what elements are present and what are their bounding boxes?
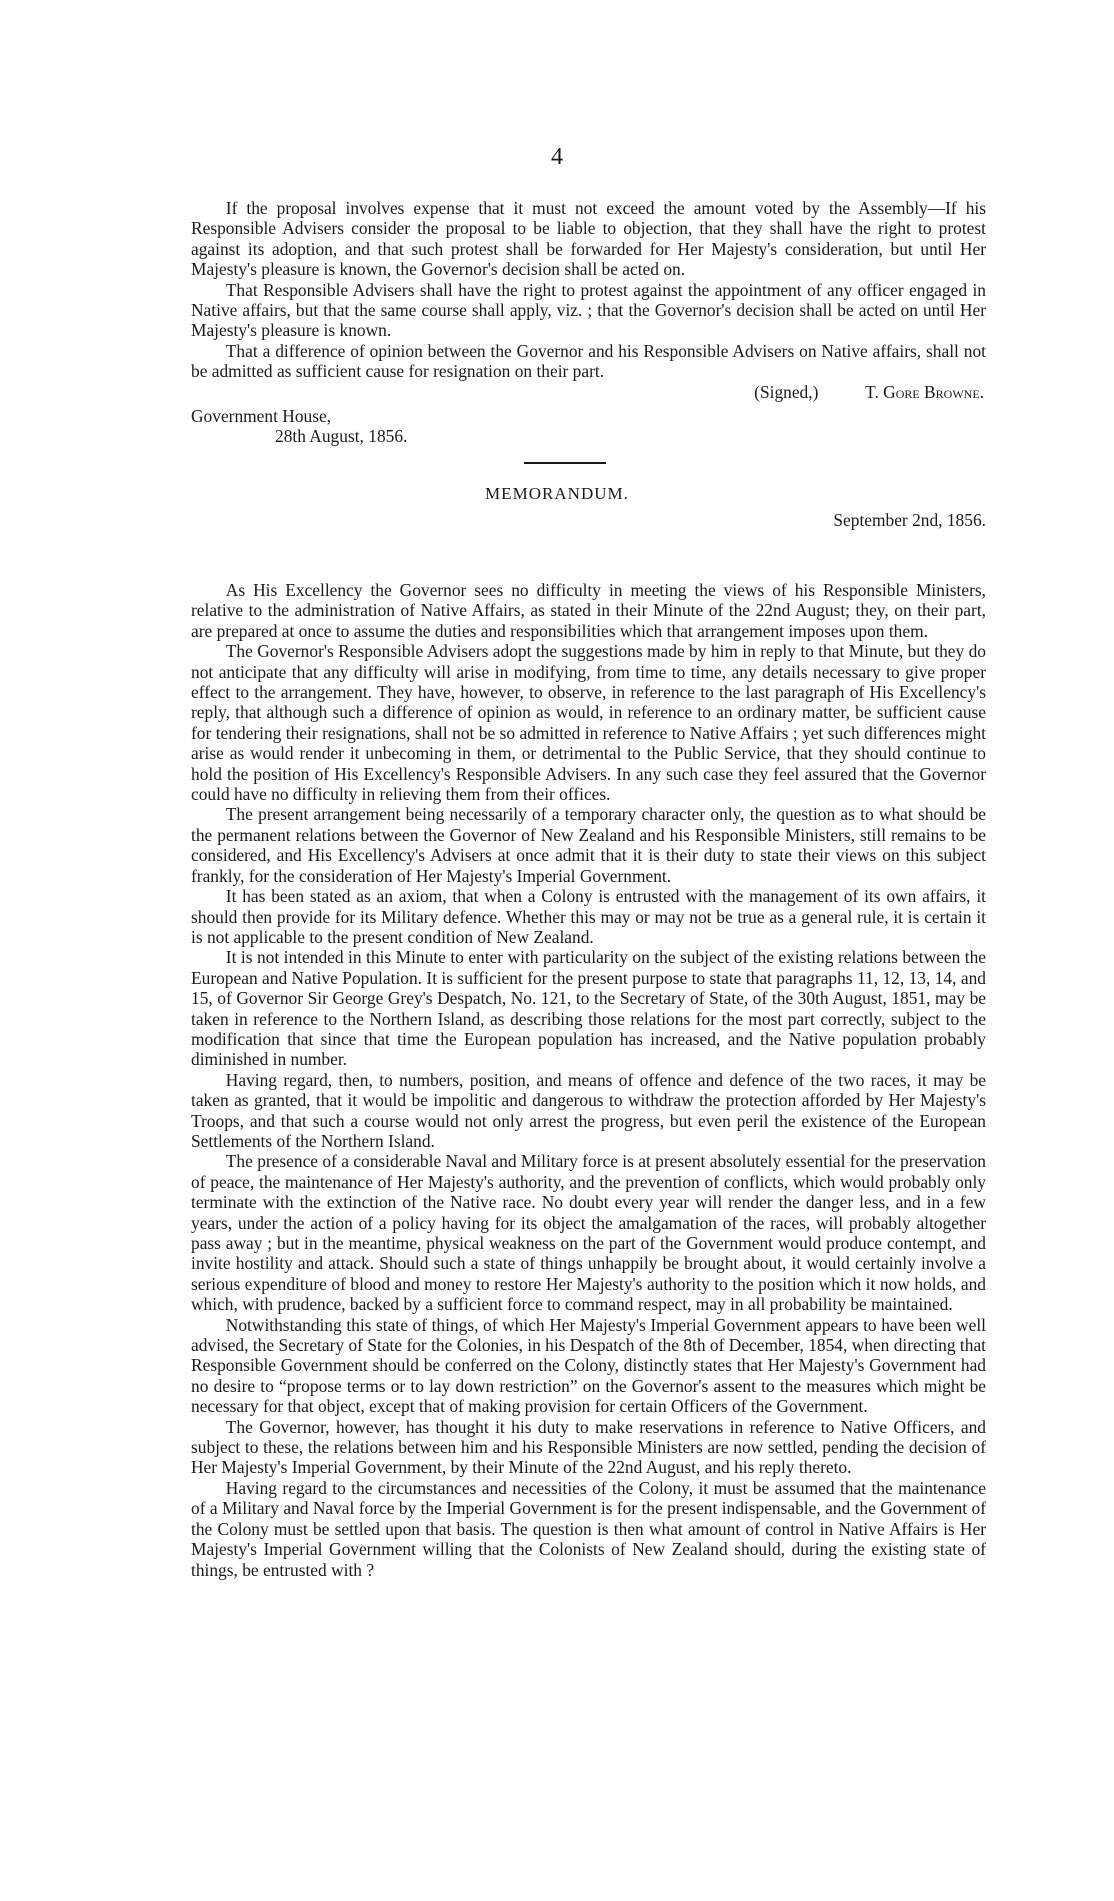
address-line: Government House,: [191, 406, 332, 427]
section-divider: [524, 462, 606, 464]
memo-paragraph-1: As His Excellency the Governor sees no difficulty in meeting the views of his Responsible Ministers, relative to the administration of Native Affairs, as stated in their Minute of the 22nd August; they, on their part, are prepared at once to assume the duties and responsibilities which that arrangement imposes upon them.: [191, 580, 986, 641]
resolutions-section: [191, 198, 986, 447]
paragraph-expense-proposal: If the proposal involves expense that it must not exceed the amount voted by the Assembly—If his Responsible Advisers consider the proposal to be liable to objection, that they shall have the right to protest against its adoption, and that such protest shall be forwarded for Her Majesty's consideration, but until Her Majesty's pleasure is known, the Governor's decision shall be acted on.: [191, 198, 986, 280]
memorandum-title: MEMORANDUM.: [485, 484, 629, 503]
signature-line: [191, 382, 986, 402]
paragraph-officer-appointment: That Responsible Advisers shall have the right to protest against the appointment of any officer engaged in Native affairs, but that the same course shall apply, viz. ; that the Governor's decision shall be acted on until Her Majesty's pleasure is known.: [191, 279, 986, 341]
memorandum-body: [191, 580, 986, 1580]
signed-label: (Signed,): [754, 381, 819, 402]
memo-paragraph-2: The Governor's Responsible Advisers adopt the suggestions made by him in reply to that Minute, but they do not anticipate that any difficulty will arise in modifying, from time to time, any details necessary to give proper effect to the arrangement. They have, however, to observe, in reference to the last paragraph of His Excellency's reply, that although such a difference of opinion as would, in reference to an ordinary matter, be sufficient cause for tendering their resignations, shall not be so admitted in reference to Native Affairs ; yet such differences might arise as would render it unbecoming in them, or detrimental to the Public Service, that they should continue to hold the position of His Excellency's Responsible Advisers. In any such case they feel assured that the Governor could have no difficulty in relieving them from their offices.: [191, 641, 986, 805]
memo-paragraph-4: It has been stated as an axiom, that when a Colony is entrusted with the management of its own affairs, it should then provide for its Military defence. Whether this may or may not be true as a general rule, it is certain it is not applicable to the present condition of New Zealand.: [191, 886, 986, 947]
memo-paragraph-9: The Governor, however, has thought it his duty to make reservations in reference to Native Officers, and subject to these, the relations between him and his Responsible Ministers are now settled, pending the decision of Her Majesty's Imperial Government, by their Minute of the 22nd August, and his reply thereto.: [191, 1416, 986, 1478]
address-date: 28th August, 1856.: [275, 426, 408, 447]
paragraph-difference-of-opinion: That a difference of opinion between the Governor and his Responsible Advisers on Native affairs, shall not be admitted as sufficient cause for resignation on their part.: [191, 340, 986, 382]
memo-paragraph-7: The presence of a considerable Naval and Military force is at present absolutely essential for the preservation of peace, the maintenance of Her Majesty's authority, and the prevention of conflicts, which would probably only terminate with the extinction of the Native race. No doubt every year will render the danger less, and in a few years, under the action of a policy having for its object the amalgamation of the races, will probably altogether pass away ; but in the meantime, physical weakness on the part of the Government would produce contempt, and invite hostility and attack. Should such a state of things unhappily be brought about, it would certainly involve a serious expenditure of blood and money to restore Her Majesty's authority to the position which it now holds, and which, with prudence, backed by a sufficient force to command respect, may in all probability be maintained.: [191, 1151, 986, 1315]
memo-paragraph-8: Notwithstanding this state of things, of which Her Majesty's Imperial Government appears to have been well advised, the Secretary of State for the Colonies, in his Despatch of the 8th of December, 1854, when directing that Responsible Government should be conferred on the Colony, distinctly states that Her Majesty's Government had no desire to “propose terms or to lay down restriction” on the Governor's assent to the measures which might be necessary for that object, except that of making provision for certain Officers of the Government.: [191, 1314, 986, 1417]
memo-paragraph-6: Having regard, then, to numbers, position, and means of offence and defence of the two races, it may be taken as granted, that it would be impolitic and dangerous to withdraw the protection afforded by Her Majesty's Troops, and that such a course would not only arrest the progress, but even peril the existence of the European Settlements of the Northern Island.: [191, 1069, 986, 1151]
memo-paragraph-3: The present arrangement being necessarily of a temporary character only, the question as to what should be the permanent relations between the Governor of New Zealand and his Responsible Ministers, still remains to be considered, and His Excellency's Advisers at once admit that it is their duty to state their views on this subject frankly, for the consideration of Her Majesty's Imperial Government.: [191, 804, 986, 886]
memorandum-date: September 2nd, 1856.: [833, 510, 986, 530]
memo-paragraph-10: Having regard to the circumstances and necessities of the Colony, it must be assumed that the maintenance of a Military and Naval force by the Imperial Government is for the present indispensable, and the Government of the Colony must be settled upon that basis. The question is then what amount of control in Native Affairs is Her Majesty's Imperial Government willing that the Colonists of New Zealand should, during the existing state of things, be entrusted with ?: [191, 1477, 986, 1580]
signatory-name: T. Gore Browne.: [865, 381, 984, 402]
memo-paragraph-5: It is not intended in this Minute to enter with particularity on the subject of the existing relations between the European and Native Population. It is sufficient for the present purpose to state that paragraphs 11, 12, 13, 14, and 15, of Governor Sir George Grey's Despatch, No. 121, to the Secretary of State, of the 30th August, 1851, may be taken in reference to the Northern Island, as describing those relations for the most part correctly, subject to the modification that since that time the European population has increased, and the Native population probably diminished in number.: [191, 947, 986, 1070]
page-number: 4: [551, 144, 563, 170]
